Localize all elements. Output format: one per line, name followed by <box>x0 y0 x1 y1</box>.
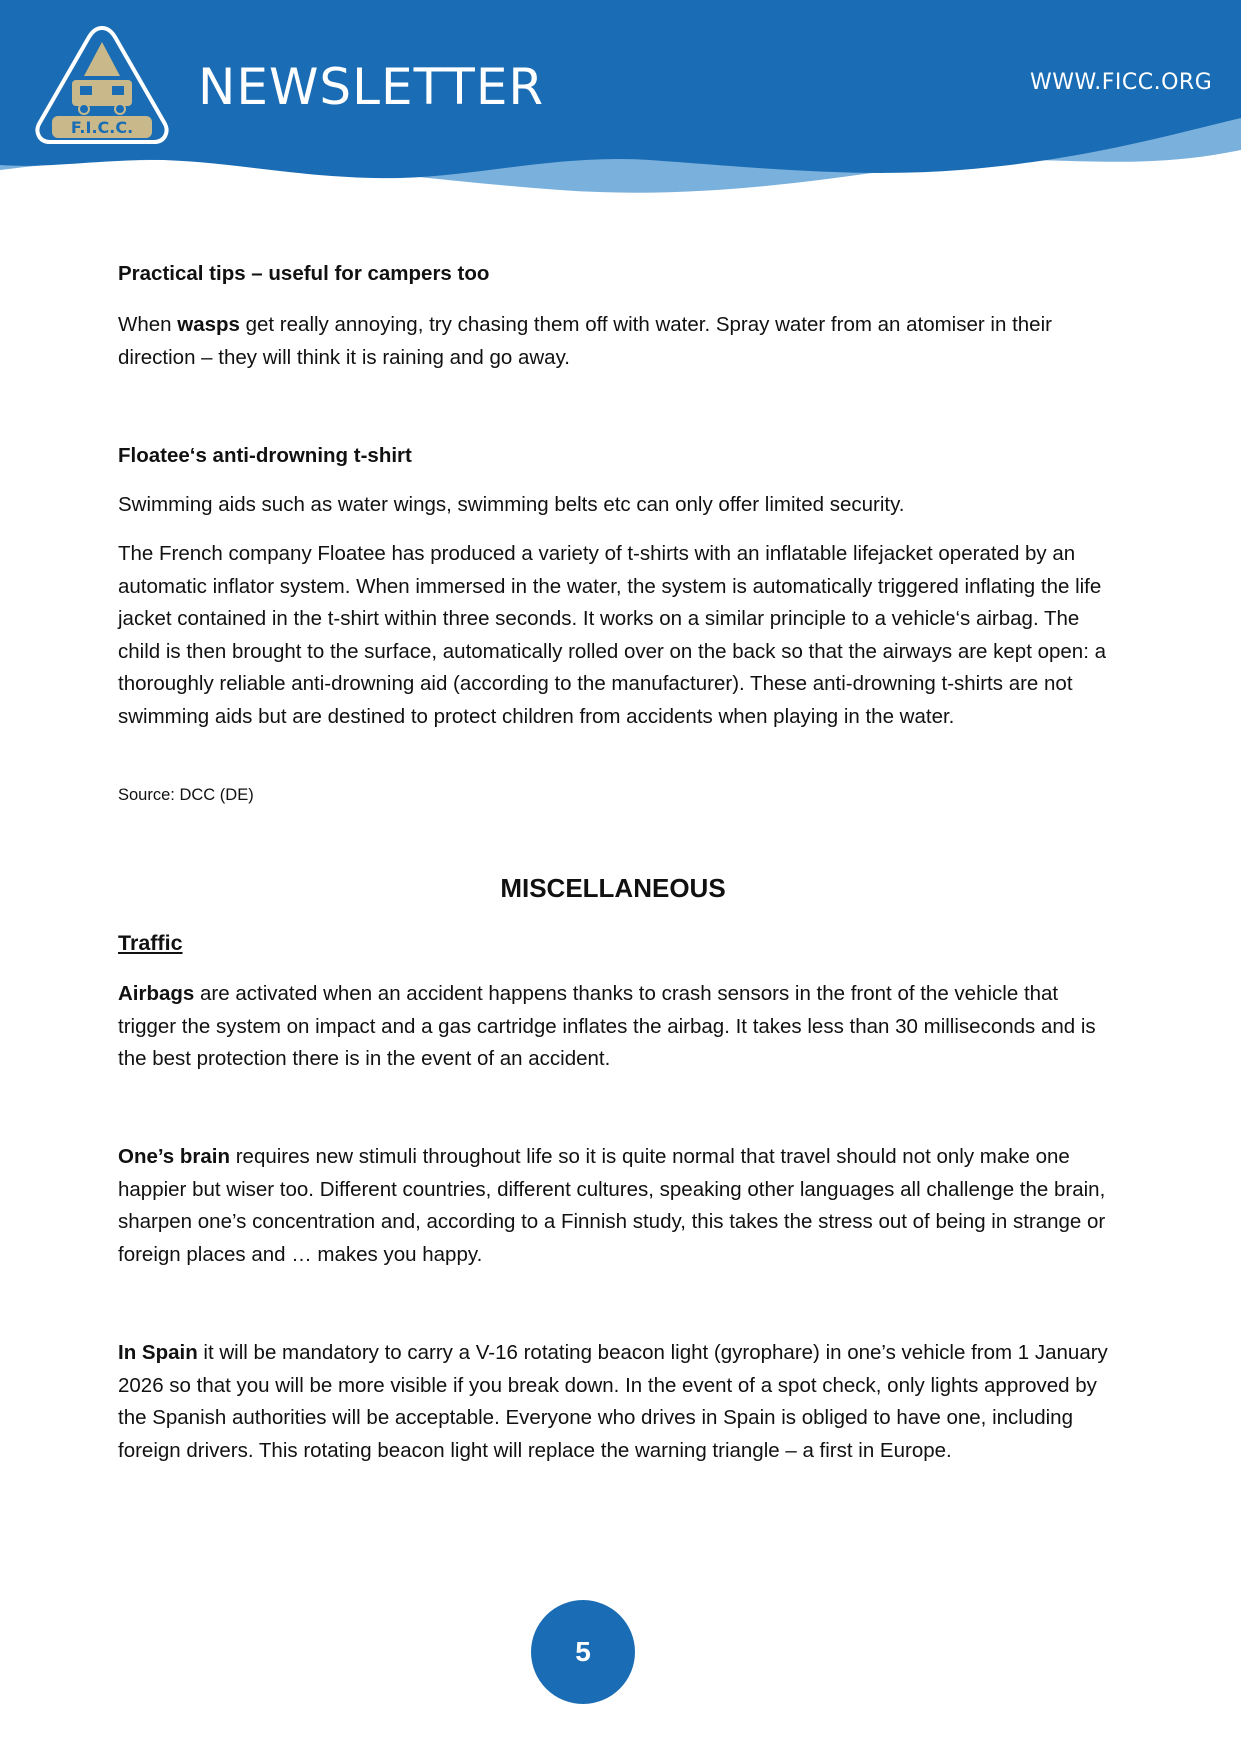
floatee-heading: Floatee‘s anti-drowning t-shirt <box>118 444 412 467</box>
newsletter-header <box>0 0 1241 240</box>
page-number-badge: 5 <box>531 1600 635 1704</box>
brain-paragraph: One’s brain requires new stimuli throughout life so it is quite normal that travel should not only make one happier but wiser too. Different countries, different cultures, speaking other languages all challenge the brain, sharpen one’s concentration and, according to a Finnish study, this takes the stress out of being in strange or foreign places and … makes you happy. <box>118 1145 1106 1266</box>
airbags-paragraph: Airbags are activated when an accident happens thanks to crash sensors in the front of the vehicle that trigger the system on impact and a gas cartridge inflates the airbag. It takes less than 30 milliseconds and is the best protection there is in the event of an accident. <box>118 982 1096 1070</box>
header-wave-background <box>0 0 1241 240</box>
logo-text: F.I.C.C. <box>70 118 134 137</box>
floatee-intro-paragraph: Swimming aids such as water wings, swimming belts etc can only offer limited security. <box>118 493 905 516</box>
website-link[interactable]: WWW.FICC.ORG <box>1030 70 1213 95</box>
source-note: Source: DCC (DE) <box>118 786 254 804</box>
traffic-subheading: Traffic <box>118 931 183 955</box>
wasps-paragraph: When wasps get really annoying, try chasing them off with water. Spray water from an atomiser in their direction – they will think it is raining and go away. <box>118 313 1052 369</box>
miscellaneous-heading: MISCELLANEOUS <box>500 873 726 903</box>
ficc-logo <box>34 24 170 148</box>
spain-paragraph: In Spain it will be mandatory to carry a V-16 rotating beacon light (gyrophare) in one’s vehicle from 1 January 2026 so that you will be more visible if you break down. In the event of a spot check, only lights approved by the Spanish authorities will be acceptable. Everyone who drives in Spain is obliged to have one, including foreign drivers. This rotating beacon light will replace the warning triangle – a first in Europe. <box>118 1341 1108 1462</box>
newsletter-title: NEWSLETTER <box>198 58 545 116</box>
floatee-main-paragraph: The French company Floatee has produced a variety of t-shirts with an inflatable lifejacket operated by an automatic inflator system. When immersed in the water, the system is automatically triggered inflating the life jacket contained in the t-shirt within three seconds. It works on a similar principle to a vehicle‘s airbag. The child is then brought to the surface, automatically rolled over on the back so that the airways are kept open: a thoroughly reliable anti-drowning aid (according to the manufacturer). These anti-drowning t-shirts are not swimming aids but are destined to protect children from accidents when playing in the water. <box>118 542 1106 728</box>
practical-tips-heading: Practical tips – useful for campers too <box>118 262 490 285</box>
